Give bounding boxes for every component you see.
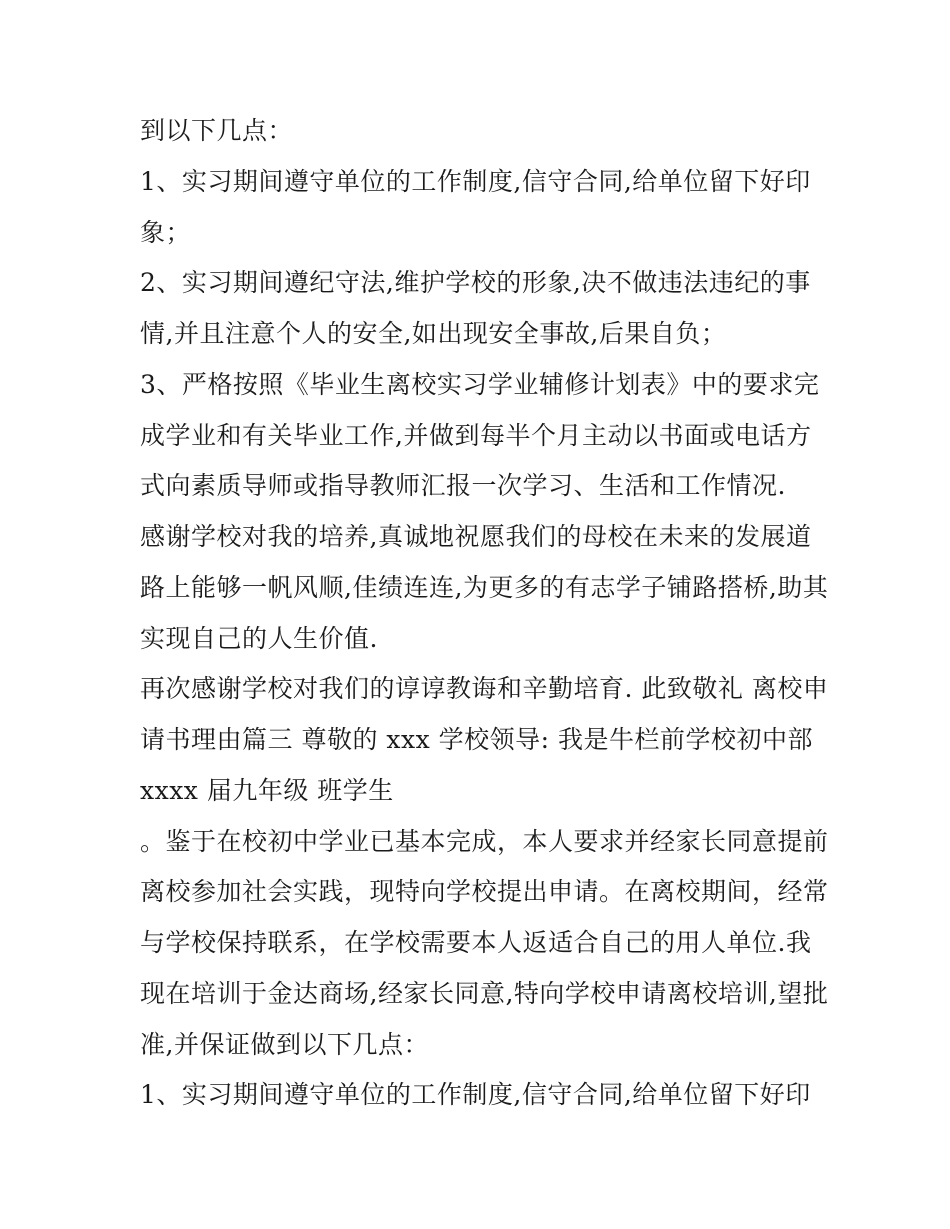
text-line: 情,并且注意个人的安全,如出现安全事故,后果自负；: [140, 319, 727, 348]
text-line: 实现自己的人生价值.: [140, 624, 378, 653]
text-line: 。鉴于在校初中学业已基本完成，本人要求并经家长同意提前: [140, 827, 829, 856]
text-line: 请书理由篇三 尊敬的 xxx 学校领导: 我是牛栏前学校初中部: [140, 725, 814, 754]
text-line: 2、实习期间遵纪守法,维护学校的形象,决不做违法违纪的事: [140, 268, 811, 297]
text-line: 3、严格按照《毕业生离校实习学业辅修计划表》中的要求完: [140, 370, 820, 399]
text-line: 与学校保持联系，在学校需要本人返适合自己的用人单位.我: [140, 928, 812, 957]
text-line: 到以下几点：: [140, 116, 294, 145]
text-line: xxxx 届九年级 班学生: [140, 776, 394, 805]
text-line: 1、实习期间遵守单位的工作制度,信守合同,给单位留下好印: [140, 1080, 811, 1109]
text-line: 再次感谢学校对我们的谆谆教诲和辛勤培育. 此致敬礼 离校申: [140, 674, 829, 703]
text-line: 路上能够一帆风顺,佳绩连连,为更多的有志学子铺路搭桥,助其: [140, 573, 829, 602]
text-line: 离校参加社会实践，现特向学校提出申请。在离校期间，经常: [140, 877, 829, 906]
text-line: 象；: [140, 218, 192, 247]
text-line: 式向素质导师或指导教师汇报一次学习、生活和工作情况.: [140, 471, 786, 500]
text-line: 现在培训于金达商场,经家长同意,特向学校申请离校培训,望批: [140, 979, 829, 1008]
text-line: 准,并保证做到以下几点：: [140, 1030, 429, 1059]
text-line: 1、实习期间遵守单位的工作制度,信守合同,给单位留下好印: [140, 167, 811, 196]
text-line: 成学业和有关毕业工作,并做到每半个月主动以书面或电话方: [140, 421, 812, 450]
text-line: 感谢学校对我的培养,真诚地祝愿我们的母校在未来的发展道: [140, 522, 812, 551]
